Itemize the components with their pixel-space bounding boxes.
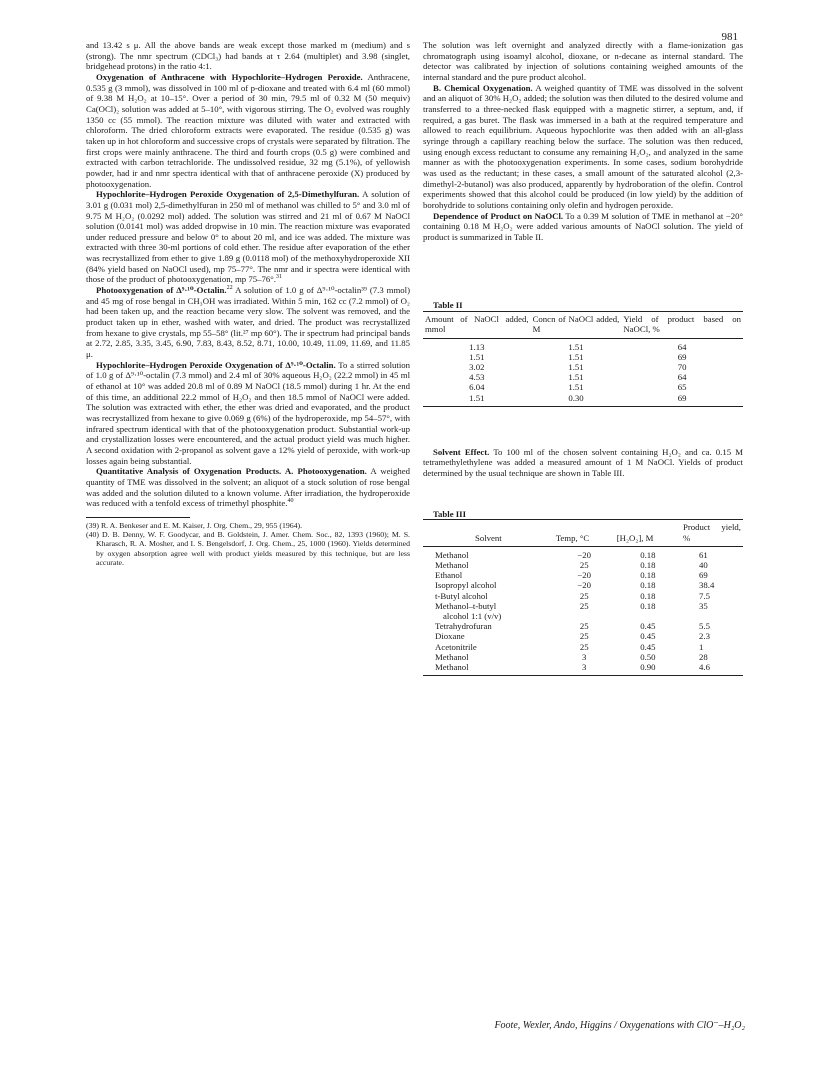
table3-header-solvent: Solvent (474, 532, 502, 543)
table-cell: −20 (554, 546, 615, 560)
anthracene-paragraph (86, 72, 410, 189)
table-row (423, 621, 743, 631)
table-row (423, 362, 743, 372)
table-cell: 25 (579, 641, 589, 652)
table-cell: 64 (677, 372, 687, 383)
table-cell: Acetonitrile (435, 641, 477, 652)
table-cell: 61 (681, 546, 743, 560)
table-cell: 70 (677, 361, 687, 372)
table-row (423, 546, 743, 560)
chem-heading: B. Chemical Oxygenation. (433, 82, 533, 93)
photo-heading-ref: 22 (226, 285, 233, 292)
table-cell (681, 611, 743, 621)
octalin-body: To a stirred solution of 1.0 g of Δ⁹·¹⁰-octalin (7.3 mmol) and 2.4 ml of 30% aqueous H₂O₂ (22.2 mmol) in 45 ml of ethanol at 10° was added 20.8 ml of 0.89 M NaOCl (18.5 mmol) during 1 hr. At the end of this time, an additional 22.2 mmol of H₂O₂ and then 18.5 mmol of NaOCl were added. The solution was extracted with ether, the ether was dried and evaporated, and the product was recrystallized from hexane to give 0.069 g (6%) of the hydroperoxide, mp 54–57°, with infrared spectrum identical with that of the photooxygenation product. Substantial work-up and crystallization losses were encountered, and the actual product yield was much higher. A second oxidation with 2-propanol as solvent gave a 12% yield of peroxide, with work-up losses again being substantial. (86, 359, 410, 466)
table-cell: Methanol (423, 546, 554, 560)
table-row (423, 338, 743, 352)
quant-heading: Quantitative Analysis of Oxygenation Products. A. Photooxygenation. (96, 466, 367, 477)
table-cell: 1 (699, 641, 704, 652)
table-cell: 0.45 (640, 641, 656, 652)
table2-title: Table II (433, 300, 463, 311)
table-cell: 3.02 (469, 361, 485, 372)
table-cell: 64 (621, 338, 743, 352)
table-cell: Dioxane (435, 631, 465, 642)
table-row (423, 642, 743, 652)
table-cell: 25 (579, 559, 589, 570)
table-cell: 0.18 (640, 570, 656, 581)
table-cell: 69 (699, 570, 708, 581)
photo-heading: Photooxygenation of Δ⁹·¹⁰-Octalin. (96, 285, 227, 296)
table-header-row (423, 520, 743, 546)
furan-heading: Hypochlorite–Hydrogen Peroxide Oxygenation of 2,5-Dimethylfuran. (96, 189, 360, 200)
quant-paragraph (86, 466, 410, 509)
quant-body: A weighed quantity of TME was dissolved in the solvent; an aliquot of a stock solution of rose bengal was added and the solution diluted to a known volume. After irradiation, the hydroperoxide was reduced with a tenfold excess of trimethyl phosphite. (86, 466, 410, 509)
table2-header-concn: Concn of NaOCl added, M (532, 314, 620, 335)
table-cell: 1.51 (469, 351, 485, 362)
table-cell: 1.51 (568, 351, 584, 362)
table-cell: 1.51 (568, 361, 584, 372)
table-cell: 0.18 (615, 546, 681, 560)
table-cell: 3 (582, 662, 587, 673)
anthracene-body: Anthracene, 0.535 g (3 mmol), was dissolved in 100 ml of p-dioxane and treated with 6.4 ml (60 mmol) of 9.38 M H₂O₂ at 10–15°. Over a period of 30 min, 79.5 ml of 0.32 M (50 mequiv) Ca(OCl)₂ solution was added at 5–10°, with vigorous stirring. The O₂ evolved was roughly 1350 cc (55 mmol). The reaction mixture was diluted with water and extracted with chloroform. The dried chloroform extracts were evaporated. The residue (0.535 g) was taken up in hot chloroform and successive crops of crystals were separated by filtration. The first crops were mainly anthracene. The third and fourth crops (0.5 g) were combined and extracted with carbon tetrachloride. The undissolved residue, 32 mg (5.1%), of yellowish powder, had ir and nmr spectra identical with that of anthracene peroxide (X) produced by photooxygenation. (86, 71, 410, 189)
dep-heading: Dependence of Product on NaOCl. (433, 210, 564, 221)
table-cell: Methanol (435, 651, 469, 662)
table-cell: 0.90 (640, 662, 656, 673)
table-cell: 25 (579, 600, 589, 611)
table-cell: 35 (699, 600, 708, 611)
table-cell: 0.18 (640, 580, 656, 591)
furan-paragraph (86, 189, 410, 285)
table-cell: 1.51 (568, 372, 584, 383)
octalin-paragraph (86, 360, 410, 467)
table-cell: 25 (579, 631, 589, 642)
quant-ref: 40 (287, 498, 294, 505)
table-row (423, 382, 743, 392)
table-cell: 6.04 (469, 382, 485, 393)
footnotes (86, 521, 410, 567)
table-cell: 3 (582, 651, 587, 662)
table-cell: 0.30 (568, 392, 584, 403)
photo-paragraph (86, 285, 410, 360)
table-cell: 1.51 (568, 382, 584, 393)
table-row (423, 591, 743, 601)
table-cell: Isopropyl alcohol (435, 580, 497, 591)
table-cell: −20 (577, 570, 592, 581)
right-column (423, 40, 743, 676)
table-cell: 0.45 (640, 631, 656, 642)
table-cell (615, 611, 681, 621)
footnote-39: (39) R. A. Benkeser and E. M. Kaiser, J. Org. Chem., 29, 955 (1964). (86, 520, 303, 530)
dep-body: To a 0.39 M solution of TME in methanol at −20° containing 0.18 M H₂O₂ were added various amounts of NaOCl solution. The yield of product is summarized in Table II. (423, 210, 744, 242)
table-row (423, 601, 743, 611)
table-cell: 2.3 (699, 631, 710, 642)
table-row (423, 580, 743, 590)
table-cell: 0.50 (640, 651, 656, 662)
table-cell: 38.4 (699, 580, 715, 591)
table-cell: −20 (577, 580, 592, 591)
table-cell: 69 (677, 392, 687, 403)
table-row (423, 393, 743, 407)
table3-title: Table III (433, 508, 466, 519)
table-cell: 25 (579, 621, 589, 632)
table-row (423, 570, 743, 580)
photo-body: A solution of 1.0 g of Δ⁹·¹⁰-octalin³⁹ (7.3 mmol) and 45 mg of rose bengal in CH₃OH was irradiated. Within 5 min, 162 cc (7.2 mmol) of O₂ had been taken up, and the reaction became very slow. The solvent was removed, and the product taken up in ether, washed with water, and dried. The product was recrystallized from hexane to give crystals, mp 55–58° (lit.²⁷ mp 60°). The ir spectrum had principal bands at 2.72, 2.85, 3.35, 3.45, 6.90, 7.83, 8.43, 8.52, 8.71, 10.00, 10.49, 11.09, 11.69, and 11.85 μ. (86, 285, 410, 360)
table-cell: 65 (677, 382, 687, 393)
table-cell: 4.53 (469, 372, 485, 383)
table-cell: 5.5 (699, 621, 710, 632)
solvent-paragraph (423, 447, 743, 479)
table-cell: Ethanol (435, 570, 463, 581)
table-cell: 25 (579, 590, 589, 601)
table-cell: 28 (699, 651, 708, 662)
dep-paragraph (423, 211, 743, 243)
table-cell: 0.18 (640, 559, 656, 570)
table-row (423, 611, 743, 621)
table-cell: 0.18 (640, 600, 656, 611)
furan-ref: 31 (275, 274, 283, 281)
table3-header-yield: Product yield, % (683, 522, 741, 543)
running-footer: Foote, Wexler, Ando, Higgins / Oxygenations with ClO⁻–H₂O₂ (494, 1020, 745, 1031)
anthracene-heading: Oxygenation of Anthracene with Hypochlorite–Hydrogen Peroxide. (96, 71, 363, 82)
table-cell: 1.13 (423, 338, 531, 352)
table-cell: Methanol–t-butyl (435, 600, 497, 611)
table3-header-temp: Temp, °C (555, 532, 590, 543)
table-cell (554, 611, 615, 621)
chem-body: A weighed quantity of TME was dissolved in the solvent and an aliquot of 30% H₂O₂ added; the solution was then diluted to the desired volume and transferred to a three-necked flask equipped with a magnetic stirrer, a septum, and, if required, a gas buret. The flask was immersed in a bath at the required temperature and allowed to reach equilibrium. Aqueous hypochlorite was then added with an all-glass syringe through a capillary reaching below the surface. The solution was then reduced, using enough excess reductant to consume any remaining H₂O₂, and analyzed in the same manner as with the photooxygenation experiments. In some cases, sodium borohydride was used as the reductant; in these cases, a small amount of the saturated alcohol (2,3-dimethyl-2-butanol) was also produced, apparently by hydroboration of the olefin. Control experiments showed that this alcohol could be produced (in low yield) by the addition of borohydride to solutions containing only olefin and hydrogen peroxide. (423, 82, 743, 210)
table-row (423, 652, 743, 662)
table3-header-h2o2: [H₂O₂], M (616, 532, 654, 543)
table-cell: 0.45 (640, 621, 656, 632)
table-cell: t-Butyl alcohol (435, 590, 488, 601)
table-ii (423, 311, 743, 407)
page-number: 981 (721, 31, 738, 43)
chem-paragraph (423, 83, 743, 211)
solvent-body: To 100 ml of the chosen solvent containing H₂O₂ and ca. 0.15 M tetramethylethylene was added a measured amount of 1 M NaOCl. Yields of product determined by the usual technique are shown in Table III. (423, 446, 743, 479)
table-cell: 4.6 (699, 662, 710, 673)
octalin-heading: Hypochlorite–Hydrogen Peroxide Oxygenation of Δ⁹·¹⁰-Octalin. (96, 359, 336, 370)
table-cell: Tetrahydrofuran (435, 621, 492, 632)
table-cell: 40 (699, 559, 708, 570)
table-cell: 1.51 (469, 392, 485, 403)
table-cell: Methanol (435, 662, 469, 673)
table-iii (423, 519, 743, 676)
table2-header-yield: Yield of product based on NaOCl, % (623, 314, 741, 335)
table2-header-amount: Amount of NaOCl added, mmol (425, 314, 529, 335)
right-intro-paragraph: The solution was left overnight and analyzed directly with a flame-ionization gas chromatograph using isoamyl alcohol, dioxane, or n-decane as internal standard. The detector was calibrated by injection of solutions containing weighed amounts of the internal standard and the pure product alcohol. (423, 40, 743, 82)
footnote-divider (86, 517, 190, 518)
table-cell: Methanol (435, 559, 469, 570)
solvent-heading: Solvent Effect. (433, 446, 490, 457)
table-cell: alcohol 1:1 (v/v) (443, 611, 502, 621)
left-column (86, 40, 410, 567)
footnote-40: (40) D. B. Denny, W. F. Goodycar, and B. Goldstein, J. Amer. Chem. Soc., 82, 1393 (1960); M. S. Kharasch, R. A. Mosher, and I. S. Bengelsdorf, J. Org. Chem., 25, 1000 (1960). Yields determined by oxygen absorption agree well with product yields measured by this technique, but are less accurate. (86, 530, 410, 568)
table-row (423, 352, 743, 362)
table-row (423, 662, 743, 676)
intro-paragraph: and 13.42 s μ. All the above bands are weak except those marked m (medium) and s (strong). The nmr spectrum (CDCl₃) had bands at τ 2.64 (multiplet) and 3.98 (singlet, bridgehead protons) in the ratio 4:1. (86, 40, 410, 72)
table-cell: 0.18 (640, 590, 656, 601)
table-cell: 69 (677, 351, 687, 362)
furan-body: A solution of 3.01 g (0.031 mol) 2,5-dimethylfuran in 250 ml of methanol was chilled to 5° and 3.0 ml of 9.75 M H₂O₂ (0.0292 mol) added. The solution was stirred and 21 ml of 0.67 M NaOCl solution (0.0141 mol) was added dropwise in 10 min. The reaction mixture was evaporated under reduced pressure and below 0° to about 20 ml, and ice was added. The mixture was extracted with three 30-ml portions of cold ether. The residue after evaporation of the ether was recrystallized from ether to give 1.89 g (0.0118 mol) of the methoxyhydroperoxide XII (84% yield based on NaOCl used), mp 75–77°. The nmr and ir spectra were identical with those of the product of photooxygenation, mp 75–76°. (86, 189, 410, 285)
table-row (423, 372, 743, 382)
table-row (423, 560, 743, 570)
table-row (423, 631, 743, 641)
table-cell: 1.51 (531, 338, 622, 352)
table-cell: 7.5 (699, 590, 710, 601)
table-header-row (423, 312, 743, 338)
